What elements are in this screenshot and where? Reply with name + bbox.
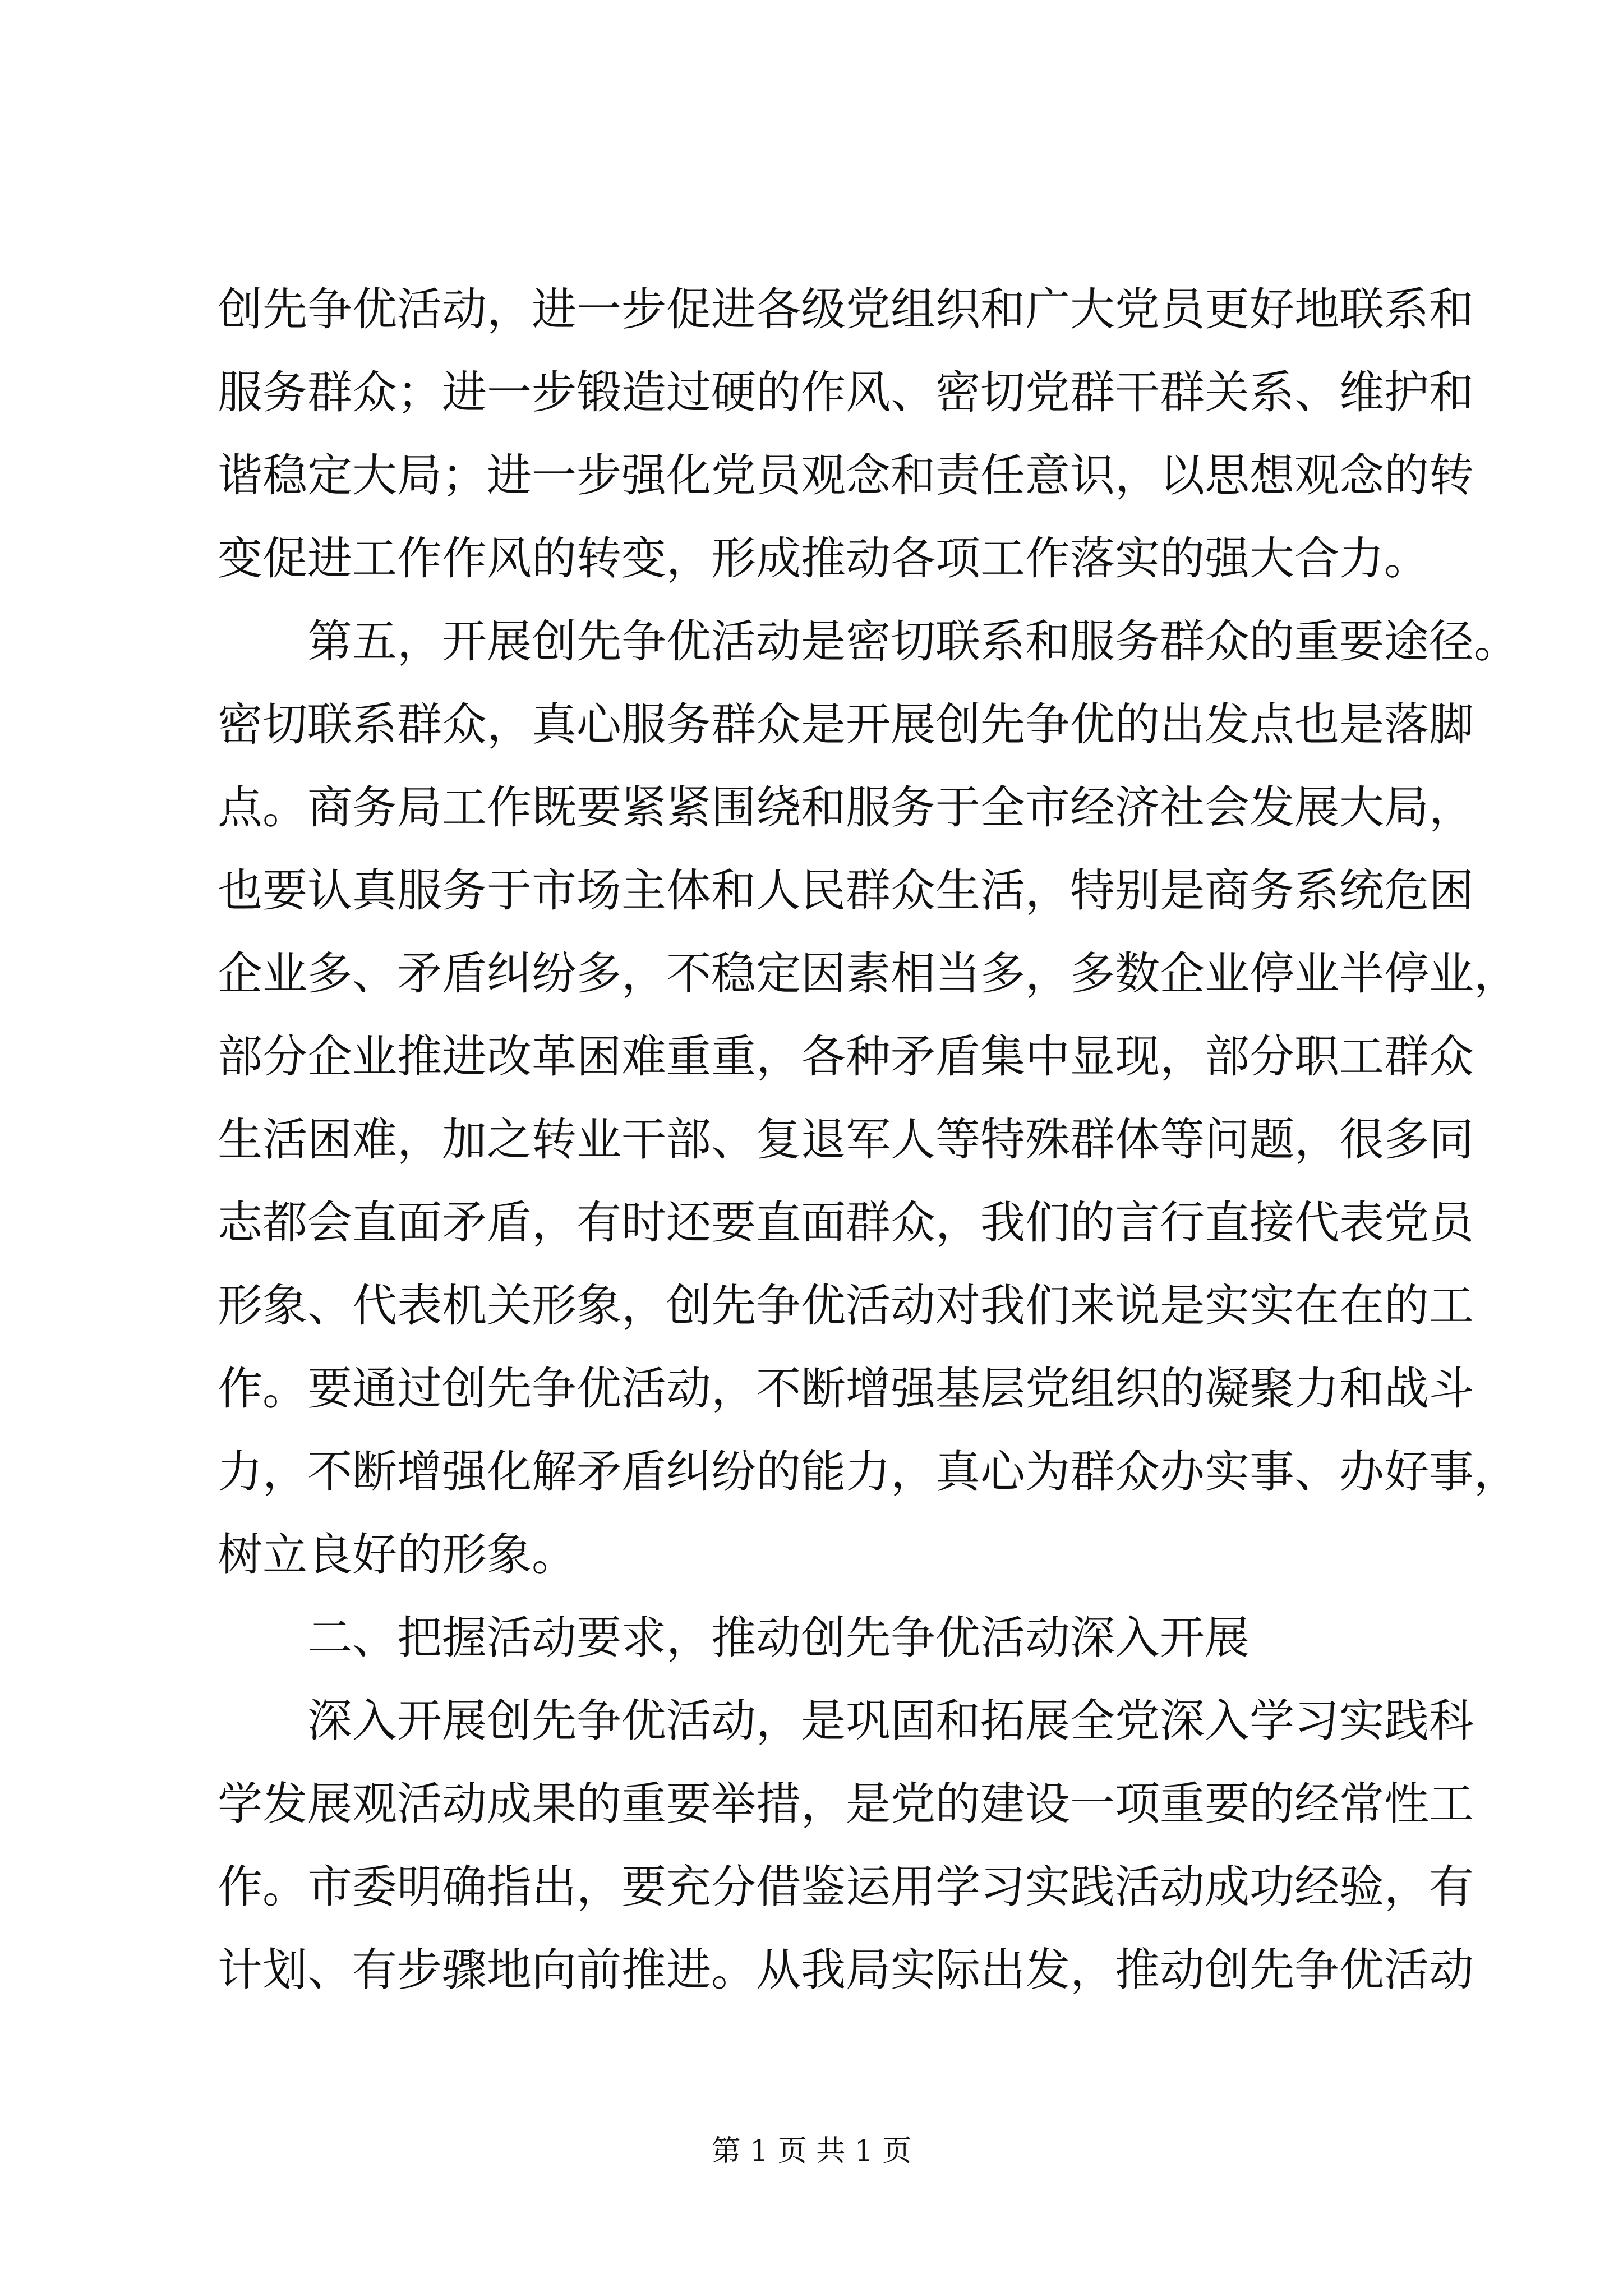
body-line: 服务群众；进一步锻造过硬的作风、密切党群干群关系、维护和 [218,366,1474,418]
paragraph-first-line: 深入开展创先争优活动，是巩固和拓展全党深入学习实践科 [307,1695,1474,1747]
body-line: 部分企业推进改革困难重重，各种矛盾集中显现，部分职工群众 [218,1030,1474,1083]
page-footer: 第 1 页 共 1 页 [711,2134,912,2168]
body-line: 企业多、矛盾纠纷多，不稳定因素相当多，多数企业停业半停业， [218,947,1519,1000]
body-line: 计划、有步骤地向前推进。从我局实际出发，推动创先争优活动 [218,1944,1474,1996]
document-body [218,268,1519,2012]
body-line: 树立良好的形象。 [218,1529,577,1581]
body-line: 密切联系群众，真心服务群众是开展创先争优的出发点也是落脚 [218,698,1474,751]
body-line: 创先争优活动，进一步促进各级党组织和广大党员更好地联系和 [218,283,1474,335]
body-line: 生活困难，加之转业干部、复退军人等特殊群体等问题，很多同 [218,1114,1474,1166]
body-line: 志都会直面矛盾，有时还要直面群众，我们的言行直接代表党员 [218,1197,1474,1249]
paragraph-first-line: 第五，开展创先争优活动是密切联系和服务群众的重要途径。 [307,615,1519,668]
body-line: 点。商务局工作既要紧紧围绕和服务于全市经济社会发展大局， [218,781,1474,834]
body-line: 作。市委明确指出，要充分借鉴运用学习实践活动成功经验，有 [218,1861,1474,1913]
body-line: 谐稳定大局；进一步强化党员观念和责任意识，以思想观念的转 [218,449,1474,501]
body-line: 作。要通过创先争优活动，不断增强基层党组织的凝聚力和战斗 [218,1363,1474,1415]
body-line: 力，不断增强化解矛盾纠纷的能力，真心为群众办实事、办好事， [218,1446,1519,1498]
body-line: 变促进工作作风的转变，形成推动各项工作落实的强大合力。 [218,532,1429,585]
body-line: 学发展观活动成果的重要举措，是党的建设一项重要的经常性工 [218,1778,1474,1830]
body-line: 也要认真服务于市场主体和人民群众生活，特别是商务系统危困 [218,864,1474,917]
body-line: 形象、代表机关形象，创先争优活动对我们来说是实实在在的工 [218,1280,1474,1332]
section-heading: 二、把握活动要求，推动创先争优活动深入开展 [307,1612,1249,1664]
